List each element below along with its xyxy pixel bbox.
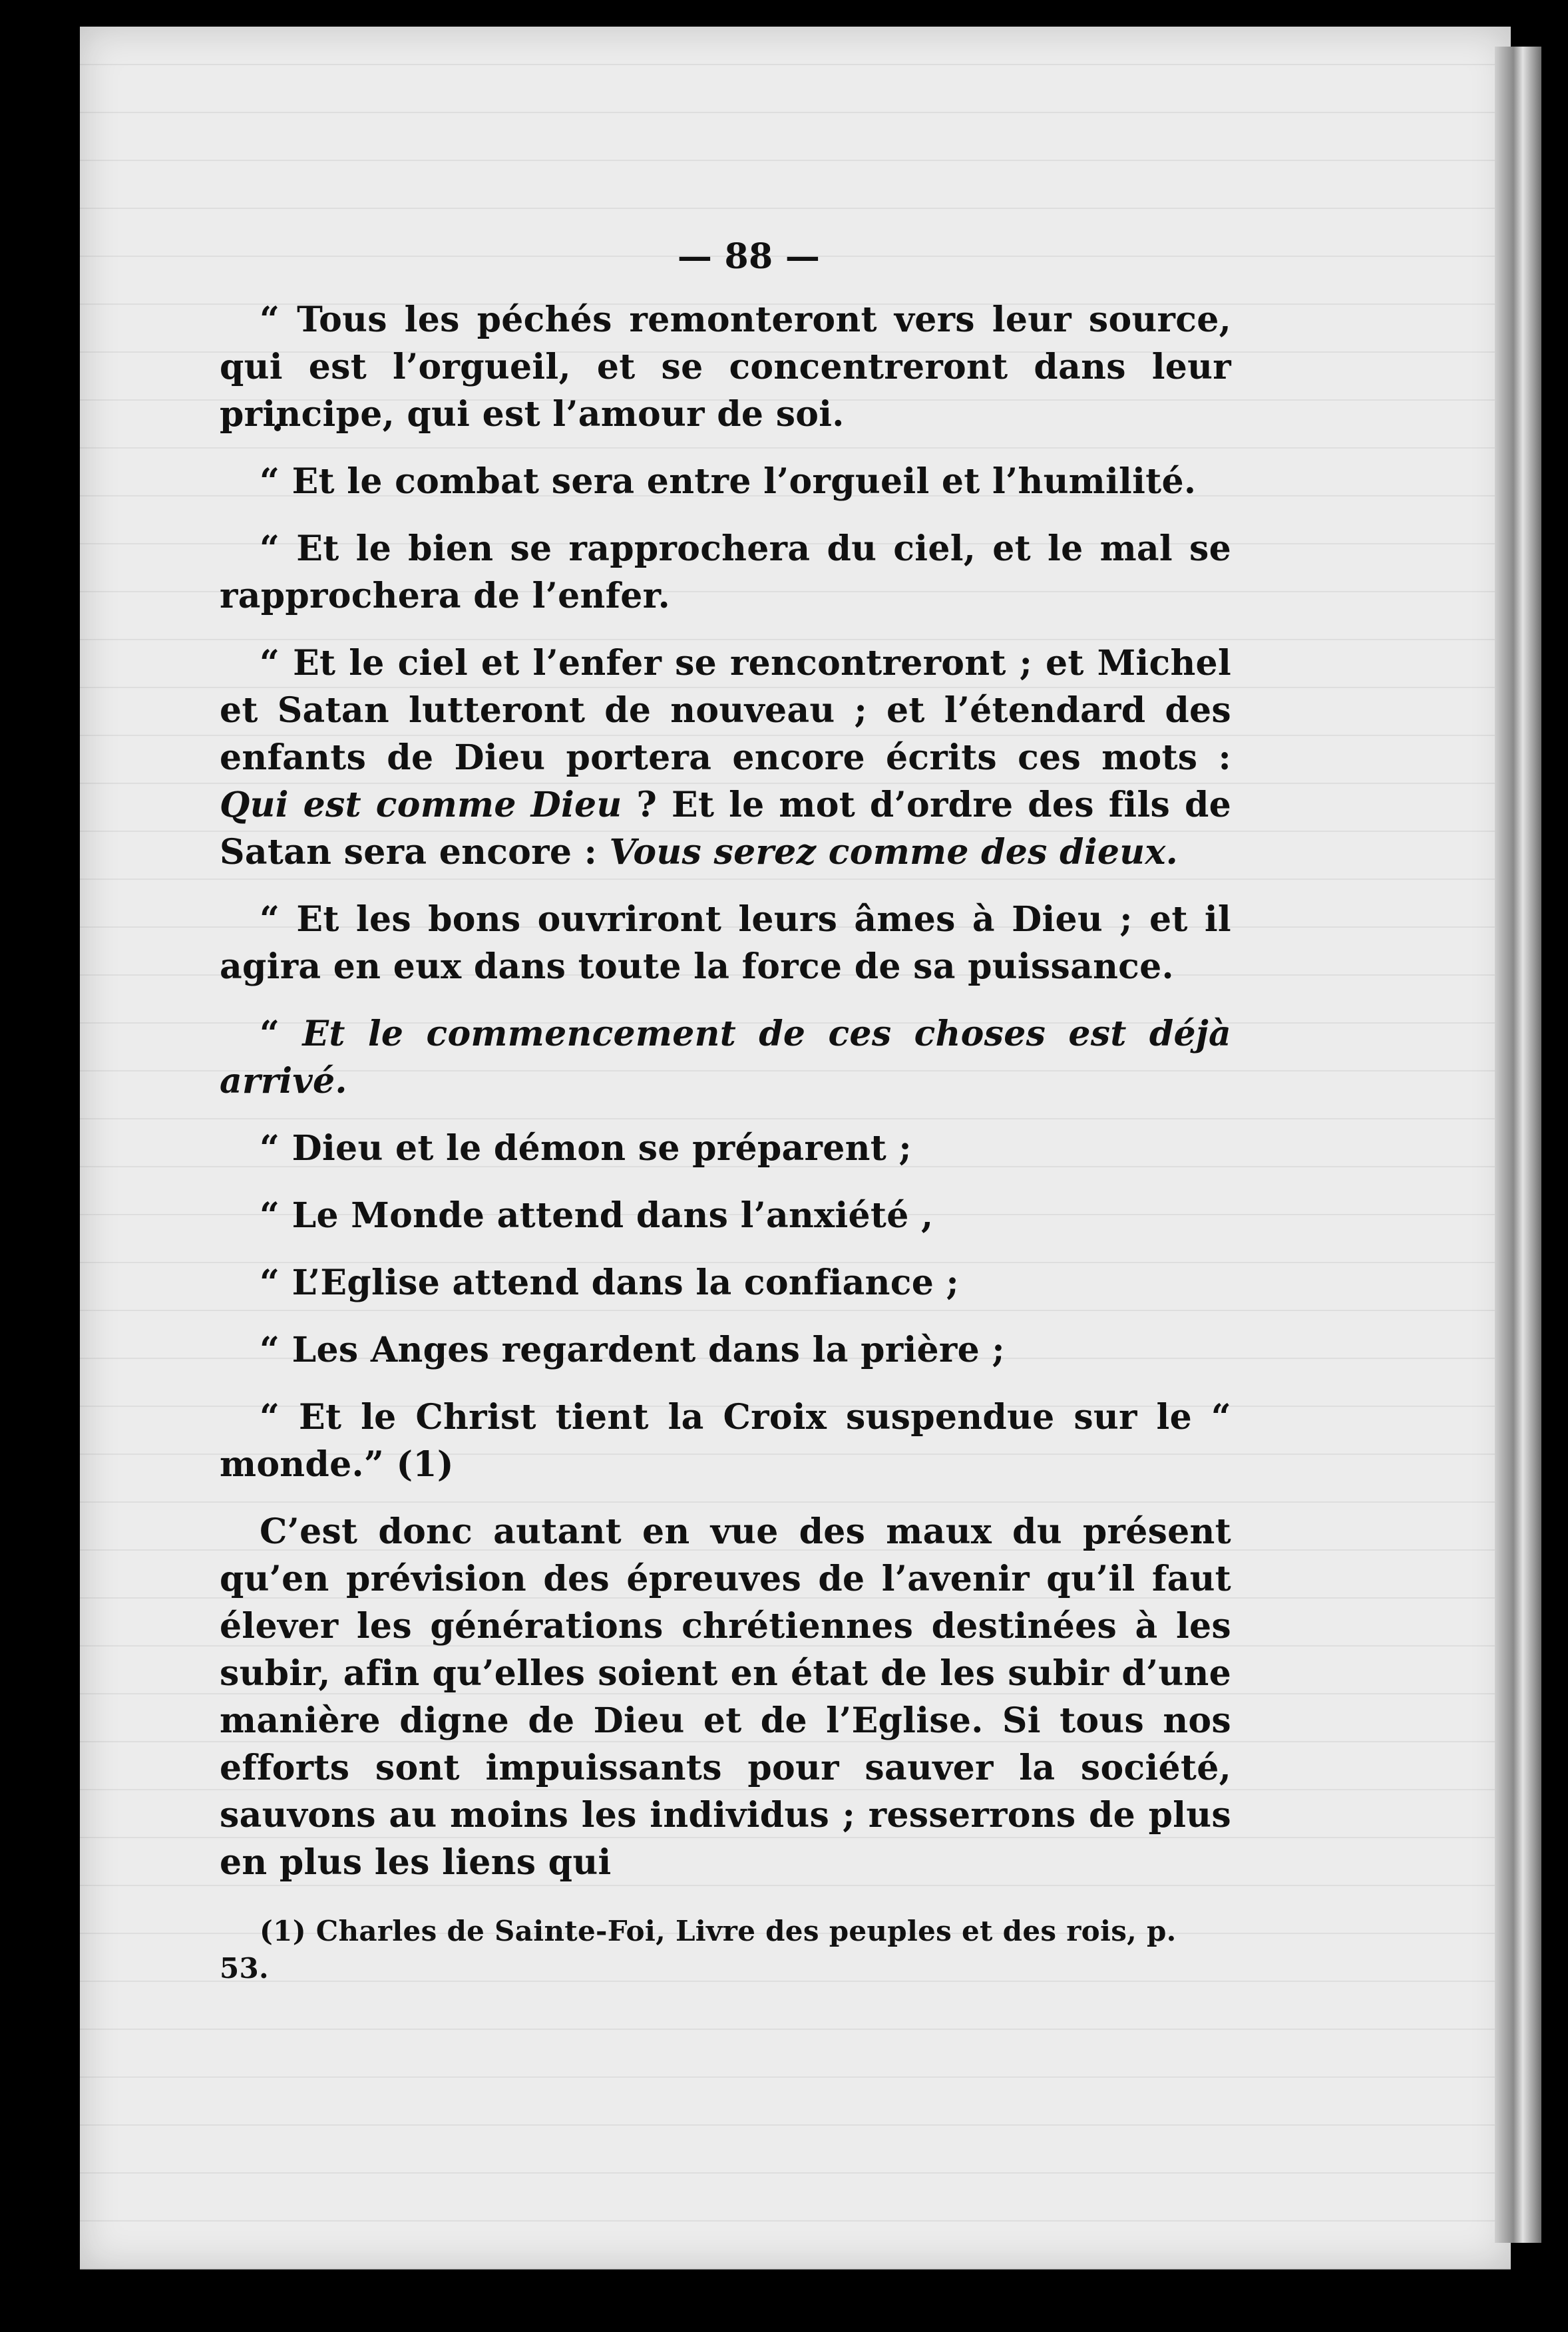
paragraph: “ Et le Christ tient la Croix suspendue sur le “ monde.” (1) (220, 1397, 1231, 1485)
paragraph: “ Et le bien se rapprochera du ciel, et le mal se rapprochera de l’enfer. (220, 528, 1231, 616)
footnote: (1) Charles de Sainte-Foi, Livre des peuples et des rois, p. 53. (220, 1915, 1177, 1985)
paragraph: C’est donc autant en vue des maux du présent qu’en prévision des épreuves de l’avenir qu’il faut élever les générations chrétiennes destinées à les subir, afin qu’elles soient en état de les subir d’une manière digne de Dieu et de l’Eglise. Si tous nos efforts sont impuissants pour sauver la société, sauvons au moins les individus ; resserrons de plus en plus les liens qui (220, 1511, 1231, 1883)
paragraph: “ L’Eglise attend dans la confiance ; (260, 1263, 959, 1303)
paragraph: “ Et le combat sera entre l’orgueil et l’humilité. (260, 461, 1197, 502)
paragraph (220, 1010, 1231, 1105)
paragraph: “ Le Monde attend dans l’anxiété , (260, 1195, 934, 1236)
page-stack-edge (1495, 47, 1541, 2243)
italic-text: Qui est comme Dieu (220, 785, 622, 825)
page-number: — 88 — (677, 236, 821, 277)
paragraph: “ Et les bons ouvriront leurs âmes à Dieu ; et il agira en eux dans toute la force de sa puissance. (220, 899, 1231, 987)
paragraph: “ Tous les péchés remonteront vers leur source, qui est l’orgueil, et se concentreront dans leur principe, qui est l’amour de soi. (220, 299, 1231, 435)
paragraph-text: “ Et le ciel et l’enfer se rencontreront ; et Michel et Satan lutteront de nouveau ; et l’étendard des enfants de Dieu portera encore écrits ces mots : (220, 643, 1231, 778)
paragraph-text: ? Et le mot d’ordre des fils de Satan sera encore : (220, 785, 1231, 873)
italic-text: Et le commencement de ces choses est déjà arrivé. (220, 1014, 1231, 1101)
italic-text: Vous serez comme des dieux. (609, 832, 1179, 873)
paragraph (220, 640, 1231, 876)
paragraph: “ Dieu et le démon se préparent ; (260, 1128, 912, 1169)
paragraph: “ Les Anges regardent dans la prière ; (260, 1330, 1005, 1370)
quote-mark: “ (260, 1014, 303, 1054)
page-text (220, 233, 1231, 1987)
